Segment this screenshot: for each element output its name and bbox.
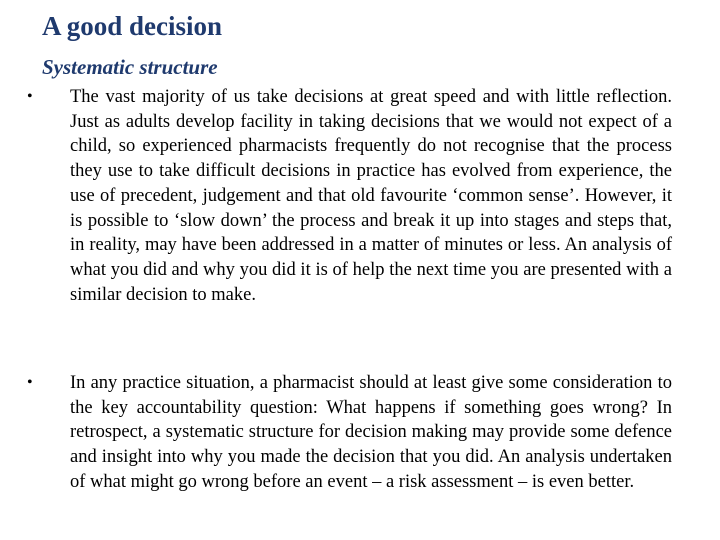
bullet-list-first: [27, 85, 672, 307]
bullet-item: [27, 371, 672, 495]
slide-subtitle: Systematic structure: [42, 55, 218, 79]
slide-title: A good decision: [42, 11, 223, 41]
bullet-icon: •: [27, 88, 33, 105]
bullet-item: [27, 85, 672, 307]
bullet-text: The vast majority of us take decisions at great speed and with little reflection. Just as adults develop facility in taking decisions that we would not expect of a child, so experienced pharmacists frequently do not recognise that the process they use to take difficult decisions in practice has evolved from experience, the use of precedent, judgement and that old favourite ‘common sense’. However, it is possible to ‘slow down’ the process and break it up into stages and steps that, in reality, may have been addressed in a matter of minutes or less. An analysis of what you did and why you did it is of help the next time you are presented with a similar decision to make.: [70, 87, 672, 305]
bullet-icon: •: [27, 374, 33, 391]
bullet-text: In any practice situation, a pharmacist should at least give some consideration to the key accountability question: What happens if something goes wrong? In retrospect, a systematic structure for decision making may provide some defence and insight into why you made the decision that you did. An analysis undertaken of what might go wrong before an event – a risk assessment – is even better.: [70, 373, 672, 492]
bullet-list-second: [27, 371, 672, 495]
